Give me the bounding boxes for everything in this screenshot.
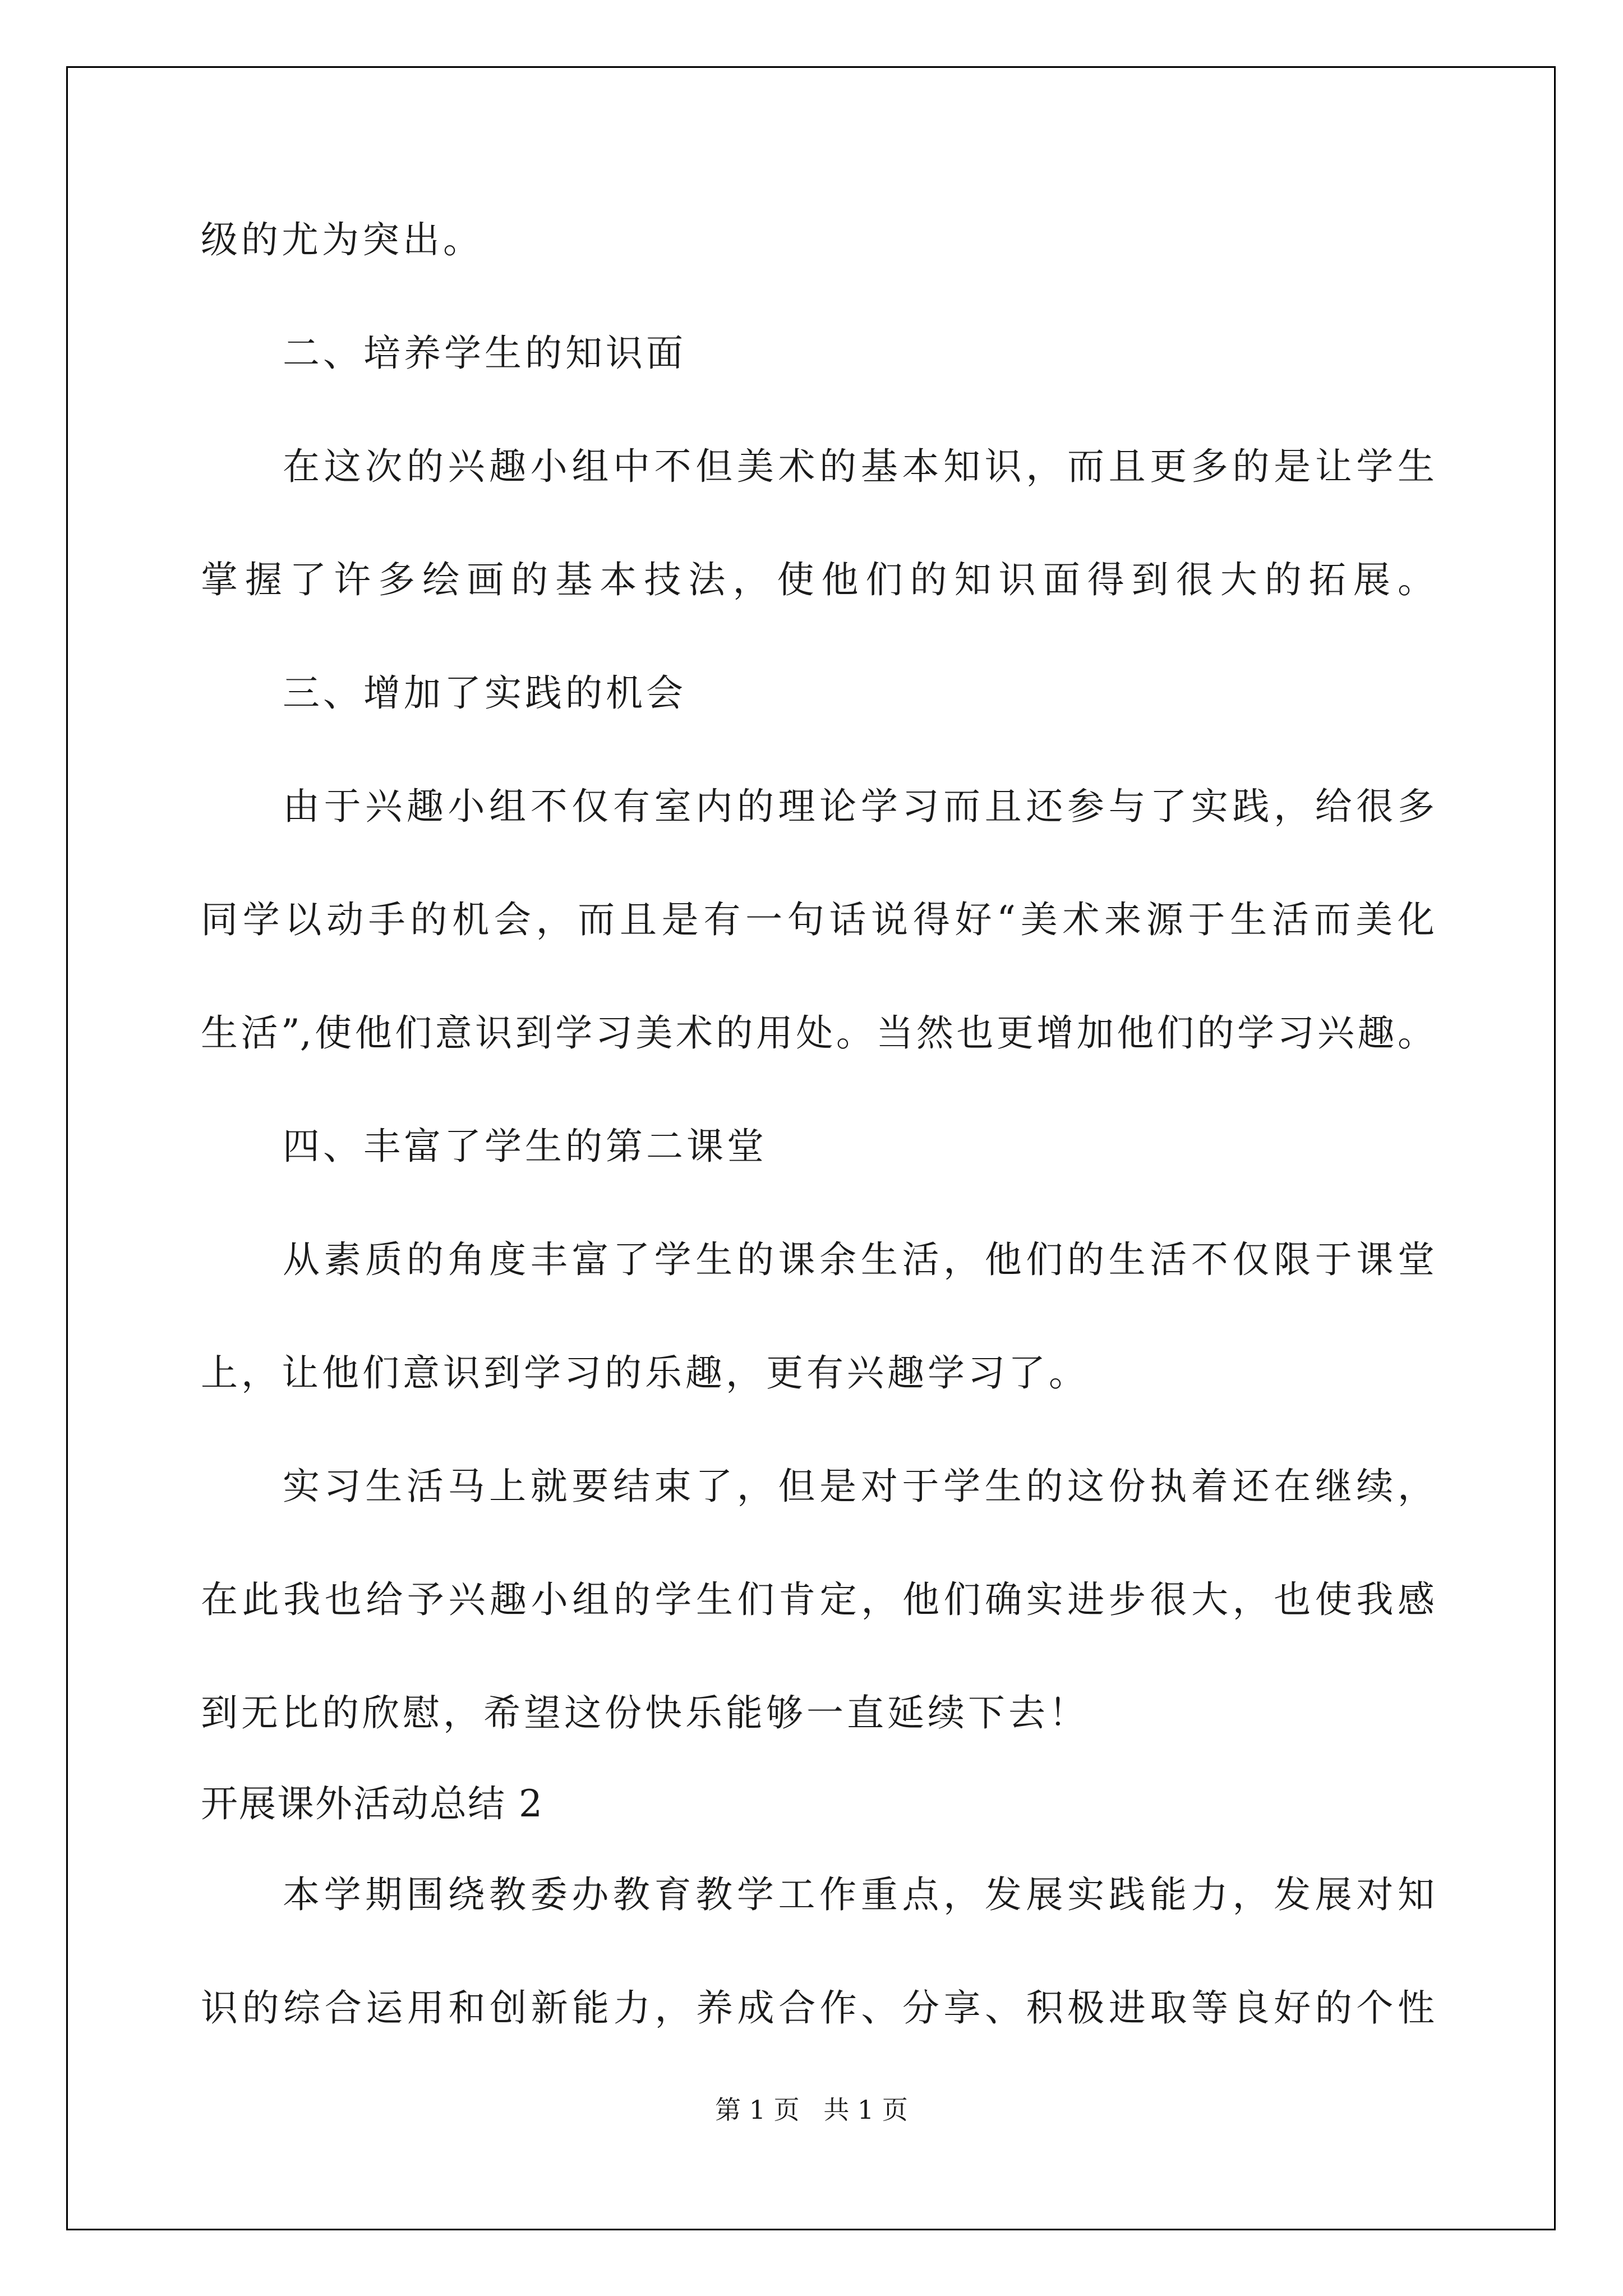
text-line: 在此我也给予兴趣小组的学生们肯定，他们确实进步很大，也使我感: [201, 1578, 1435, 1621]
text-line: 掌握了许多绘画的基本技法，使他们的知识面得到很大的拓展。: [201, 558, 1435, 601]
text-line: 生活”,使他们意识到学习美术的用处。当然也更增加他们的学习兴趣。: [201, 1011, 1435, 1055]
section-heading: 三、增加了实践的机会: [283, 671, 686, 715]
page-number: 第 1 页: [715, 2095, 800, 2125]
section-heading: 二、培养学生的知识面: [283, 332, 686, 375]
text-line: 本学期围绕教委办教育教学工作重点，发展实践能力，发展对知: [283, 1873, 1435, 1916]
text-line: 到无比的欣慰，希望这份快乐能够一直延续下去！: [201, 1691, 1089, 1734]
text-line: 从素质的角度丰富了学生的课余生活，他们的生活不仅限于课堂: [283, 1238, 1435, 1281]
page-footer: [0, 2094, 1623, 2125]
section-heading: 四、丰富了学生的第二课堂: [283, 1125, 767, 1168]
text-line: 上，让他们意识到学习的乐趣，更有兴趣学习了。: [201, 1351, 1089, 1395]
text-line: 由于兴趣小组不仅有室内的理论学习而且还参与了实践，给很多: [283, 785, 1435, 828]
text-line: 识的综合运用和创新能力，养成合作、分享、积极进取等良好的个性: [201, 1986, 1435, 2030]
text-line: 同学以动手的机会，而且是有一句话说得好“美术来源于生活而美化: [201, 898, 1435, 941]
page-total: 共 1 页: [823, 2095, 908, 2125]
document-title: 开展课外活动总结 2: [201, 1782, 543, 1825]
text-line: 在这次的兴趣小组中不但美术的基本知识，而且更多的是让学生: [283, 445, 1435, 488]
text-line: 级的尤为突出。: [201, 218, 483, 261]
text-line: 实习生活马上就要结束了，但是对于学生的这份执着还在继续，: [283, 1465, 1435, 1508]
